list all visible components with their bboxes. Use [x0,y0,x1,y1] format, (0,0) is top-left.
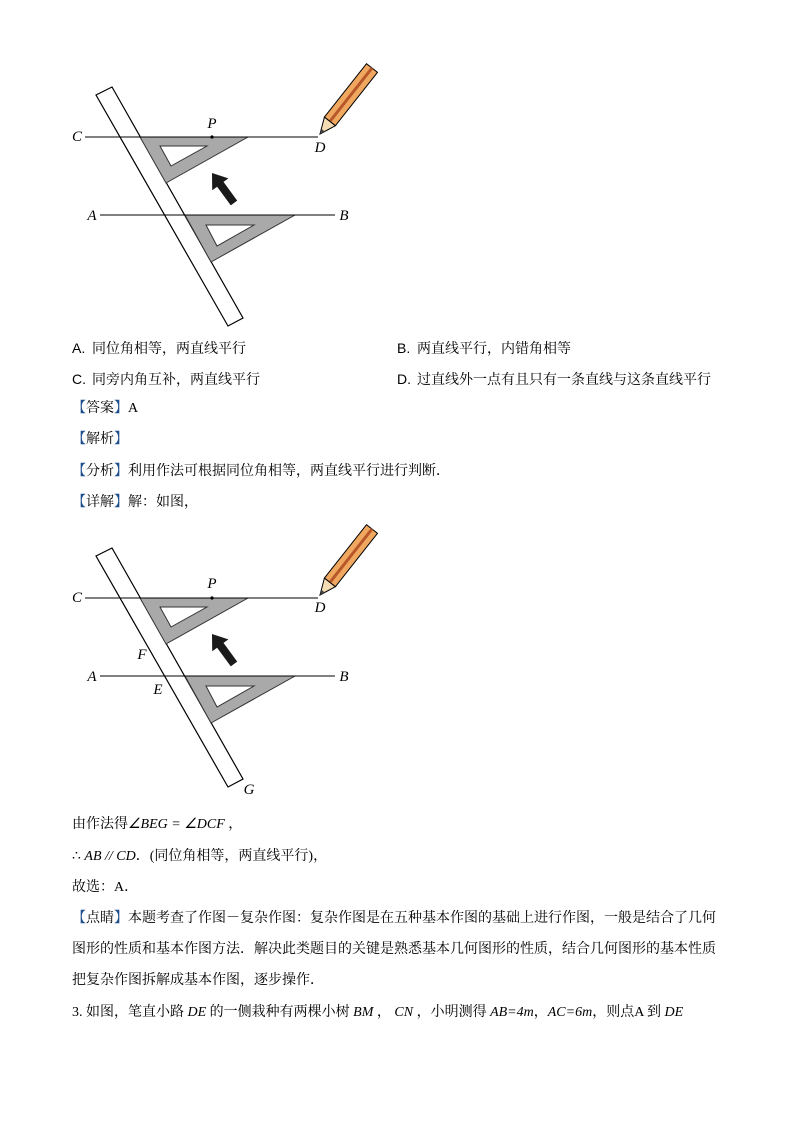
bracket-open: 【 [72,401,86,416]
option-a [72,338,246,358]
label-d: D [314,140,326,156]
q3-text: 的一侧栽种有两棵小树 [206,1005,354,1020]
pencil-stripe [330,529,372,582]
label-a: A [87,208,97,224]
step-prefix: 由作法得 [72,817,128,832]
figure-2 [60,521,390,801]
pencil-icon [320,525,378,595]
step-1 [72,815,242,835]
question-3 [72,1003,683,1023]
bracket-open: 【 [72,911,86,926]
step-3: 故选：A． [72,880,139,895]
step-math: AB // CD [84,849,136,864]
option-letter: A. [72,340,86,356]
label-b: B [339,208,349,224]
label-a: A [87,669,97,685]
detail-text: 解：如图， [128,495,198,510]
label-c: C [71,129,83,145]
label-b: B [339,669,349,685]
bracket-close: 】 [114,401,128,416]
comment-line-1 [72,909,716,929]
q3-math: AC=6m [547,1005,593,1020]
step-prefix: ∴ [72,849,85,864]
answer-line [72,399,138,419]
ruler [96,87,243,326]
answer-label: 答案 [86,401,114,416]
detail-line [72,493,198,513]
q3-math: DE [187,1005,207,1020]
label-p: P [207,576,217,592]
arrow-icon [212,634,237,666]
bracket-open: 【 [72,432,86,447]
answer-value: A [128,401,139,416]
bracket-close: 】 [114,911,128,926]
label-e: E [153,682,163,698]
option-text: 过直线外一点有且只有一条直线与这条直线平行 [417,373,711,388]
label-p: P [207,116,217,132]
comment-line-3: 把复杂作图拆解成基本作图，逐步操作． [72,973,324,988]
step-math: ∠BEG = ∠DCF [128,817,225,832]
label-f: F [137,647,147,663]
ruler [96,548,243,787]
step-2 [72,847,327,867]
q3-math: BM [353,1005,374,1020]
q3-math: CN [394,1005,414,1020]
comment-label: 点睛 [86,911,114,926]
arrow-icon [212,173,237,205]
fenxi-label: 分析 [86,464,114,479]
q3-math: DE [664,1005,684,1020]
option-text: 同旁内角互补，两直线平行 [92,373,260,388]
comment-text: 本题考查了作图－复杂作图：复杂作图是在五种基本作图的基础上进行作图，一般是结合了几何 [128,911,716,926]
option-b [397,338,571,358]
analysis-heading [72,430,128,450]
option-letter: B. [397,340,411,356]
question-number: 3. [72,1005,83,1020]
option-text: 同位角相等，两直线平行 [92,342,246,357]
option-letter: D. [397,371,411,387]
label-c: C [71,590,83,606]
comment-line-2: 图形的性质和基本作图方法．解决此类题目的关键是熟悉基本几何图形的性质，结合几何图形的基本性质 [72,942,716,957]
bracket-close: 】 [114,464,128,479]
pencil-icon [320,64,378,134]
q3-text: 如图，笔直小路 [86,1005,188,1020]
option-letter: C. [72,371,86,387]
label-d: D [314,600,326,616]
bracket-open: 【 [72,464,86,479]
step-suffix: ， [224,817,243,832]
bracket-open: 【 [72,495,86,510]
q3-text: ，小明测得 [413,1005,491,1020]
fenxi-line [72,462,450,482]
option-c [72,369,260,389]
option-d [397,369,711,389]
q3-text: ， [533,1005,548,1020]
detail-label: 详解 [86,495,114,510]
q3-text: ， [373,1005,395,1020]
figure-1 [60,60,390,340]
step-suffix: ．(同位角相等，两直线平行)， [135,849,328,864]
point-p [210,135,213,138]
label-g: G [243,782,255,798]
pencil-stripe [330,68,372,121]
bracket-close: 】 [114,495,128,510]
fenxi-text: 利用作法可根据同位角相等，两直线平行进行判断． [128,464,450,479]
point-p [210,596,213,599]
bracket-close: 】 [114,432,128,447]
q3-math: AB=4m [490,1005,534,1020]
analysis-label: 解析 [86,432,114,447]
q3-text: ，则点A 到 [592,1005,665,1020]
option-text: 两直线平行，内错角相等 [417,342,571,357]
